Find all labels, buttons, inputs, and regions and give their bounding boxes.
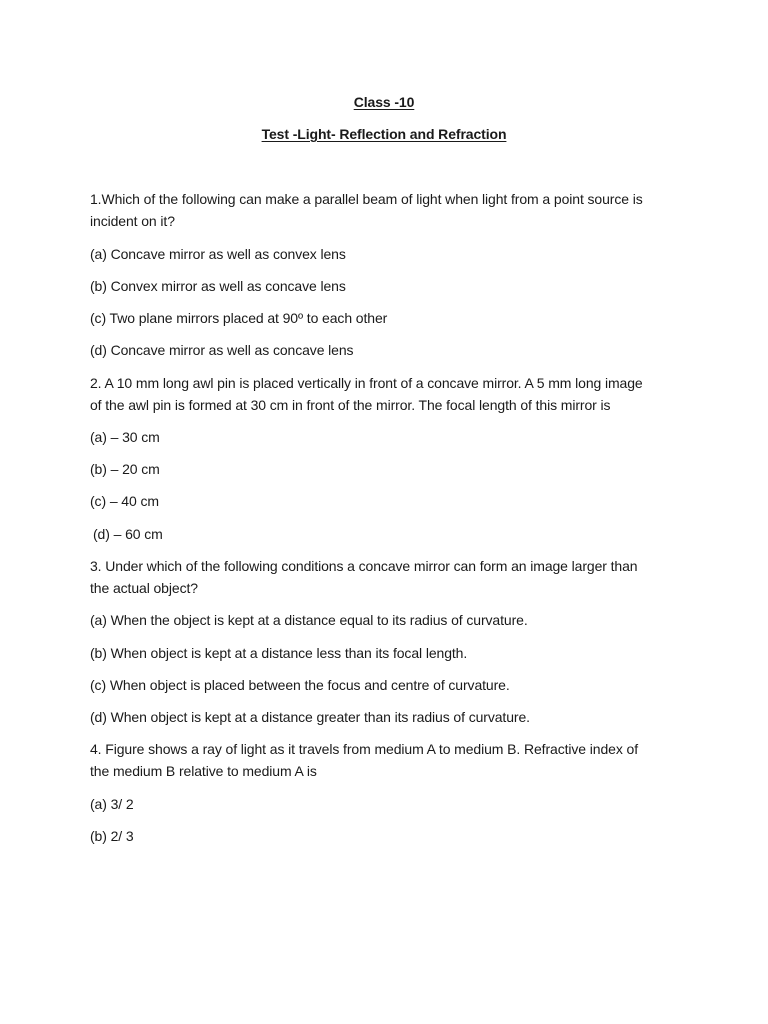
class-title: Class -10 bbox=[353, 94, 415, 110]
question-1-option-b: (b) Convex mirror as well as concave lens bbox=[90, 278, 346, 294]
question-1-option-d: (d) Concave mirror as well as concave lens bbox=[90, 342, 354, 358]
question-2-stem-line-1: 2. A 10 mm long awl pin is placed vertically in front of a concave mirror. A 5 mm long image bbox=[90, 375, 643, 391]
question-4-stem-line-2: the medium B relative to medium A is bbox=[90, 763, 317, 779]
question-3-option-a: (a) When the object is kept at a distance equal to its radius of curvature. bbox=[90, 612, 528, 628]
question-1-option-c: (c) Two plane mirrors placed at 90º to each other bbox=[90, 310, 388, 326]
question-4-option-b: (b) 2/ 3 bbox=[90, 828, 134, 844]
question-3-option-c: (c) When object is placed between the focus and centre of curvature. bbox=[90, 677, 510, 693]
question-4-stem-line-1: 4. Figure shows a ray of light as it travels from medium A to medium B. Refractive index of bbox=[90, 741, 639, 757]
question-4-option-a: (a) 3/ 2 bbox=[90, 796, 134, 812]
question-2-option-c: (c) – 40 cm bbox=[90, 493, 159, 509]
question-3-option-b: (b) When object is kept at a distance less than its focal length. bbox=[90, 645, 468, 661]
question-2-option-a: (a) – 30 cm bbox=[90, 429, 160, 445]
question-3-stem-line-1: 3. Under which of the following conditions a concave mirror can form an image larger than bbox=[90, 558, 638, 574]
question-1-stem-line-1: 1.Which of the following can make a parallel beam of light when light from a point source is bbox=[90, 191, 643, 207]
question-3-option-d: (d) When object is kept at a distance greater than its radius of curvature. bbox=[90, 709, 530, 725]
question-2-option-d: (d) – 60 cm bbox=[93, 526, 163, 542]
question-1-option-a: (a) Concave mirror as well as convex lens bbox=[90, 246, 346, 262]
test-title: Test -Light- Reflection and Refraction bbox=[261, 126, 507, 142]
question-2-option-b: (b) – 20 cm bbox=[90, 461, 160, 477]
question-3-stem-line-2: the actual object? bbox=[90, 580, 198, 596]
question-1-stem-line-2: incident on it? bbox=[90, 213, 175, 229]
question-2-stem-line-2: of the awl pin is formed at 30 cm in front of the mirror. The focal length of this mirror is bbox=[90, 397, 611, 413]
